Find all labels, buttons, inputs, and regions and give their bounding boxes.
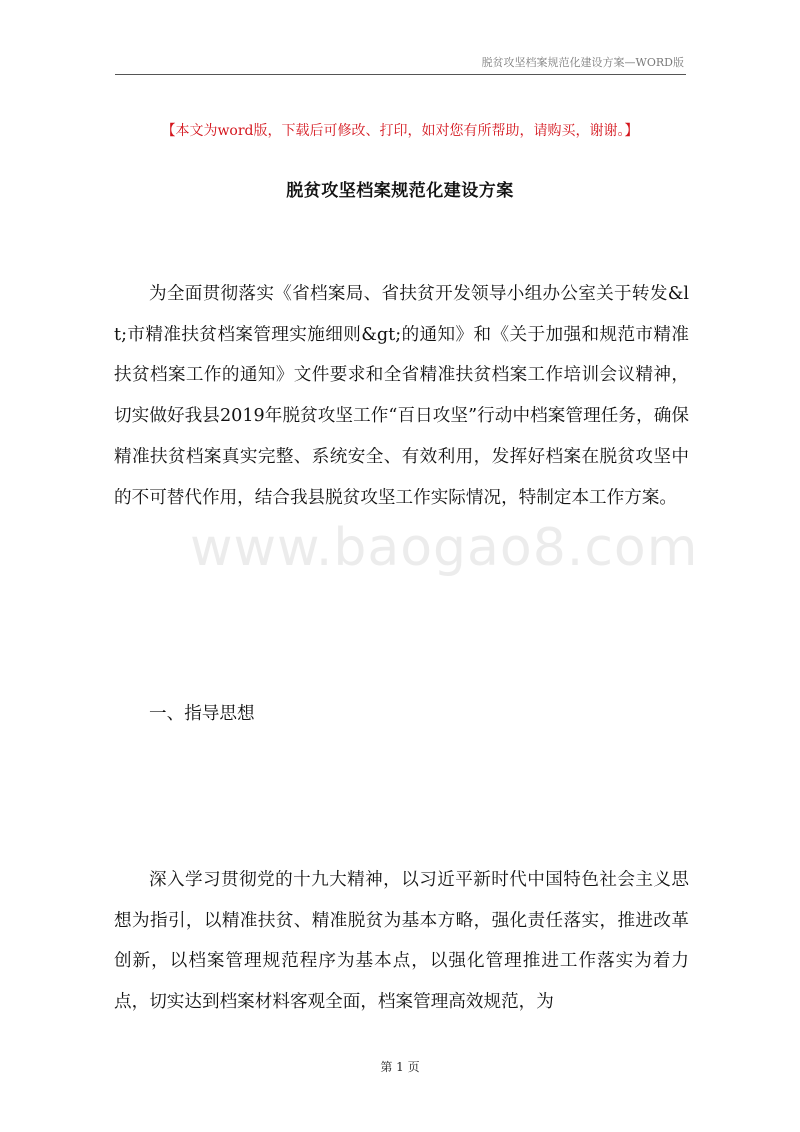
section-heading: 一、指导思想	[149, 704, 255, 724]
header-divider	[115, 74, 686, 75]
section-paragraph: 深入学习贯彻党的十九大精神，以习近平新时代中国特色社会主义思想为指引，以精准扶贫、精准脱贫为基本方略，强化责任落实，推进改革创新，以档案管理规范程序为基本点，以强化管理推进工作落实为着力点，切实达到档案材料客观全面，档案管理高效规范，为	[114, 870, 689, 1013]
intro-paragraph: 为全面贯彻落实《省档案局、省扶贫开发领导小组办公室关于转发&lt;市精准扶贫档案管理实施细则&gt;的通知》和《关于加强和规范市精准扶贫档案工作的通知》文件要求和全省精准扶贫档案工作培训会议精神，切实做好我县2019年脱贫攻坚工作“百日攻坚”行动中档案管理任务，确保精准扶贫档案真实完整、系统安全、有效利用，发挥好档案在脱贫攻坚中的不可替代作用，结合我县脱贫攻坚工作实际情况，特制定本工作方案。	[114, 284, 689, 508]
download-notice: 【本文为word版，下载后可修改、打印，如对您有所帮助，请购买，谢谢。】	[161, 123, 639, 139]
running-header: 脱贫攻坚档案规范化建设方案—WORD版	[481, 56, 684, 69]
document-title: 脱贫攻坚档案规范化建设方案	[286, 181, 514, 201]
watermark: www.baogao8.com	[190, 518, 699, 578]
page-number: 第 1 页	[380, 1060, 420, 1074]
